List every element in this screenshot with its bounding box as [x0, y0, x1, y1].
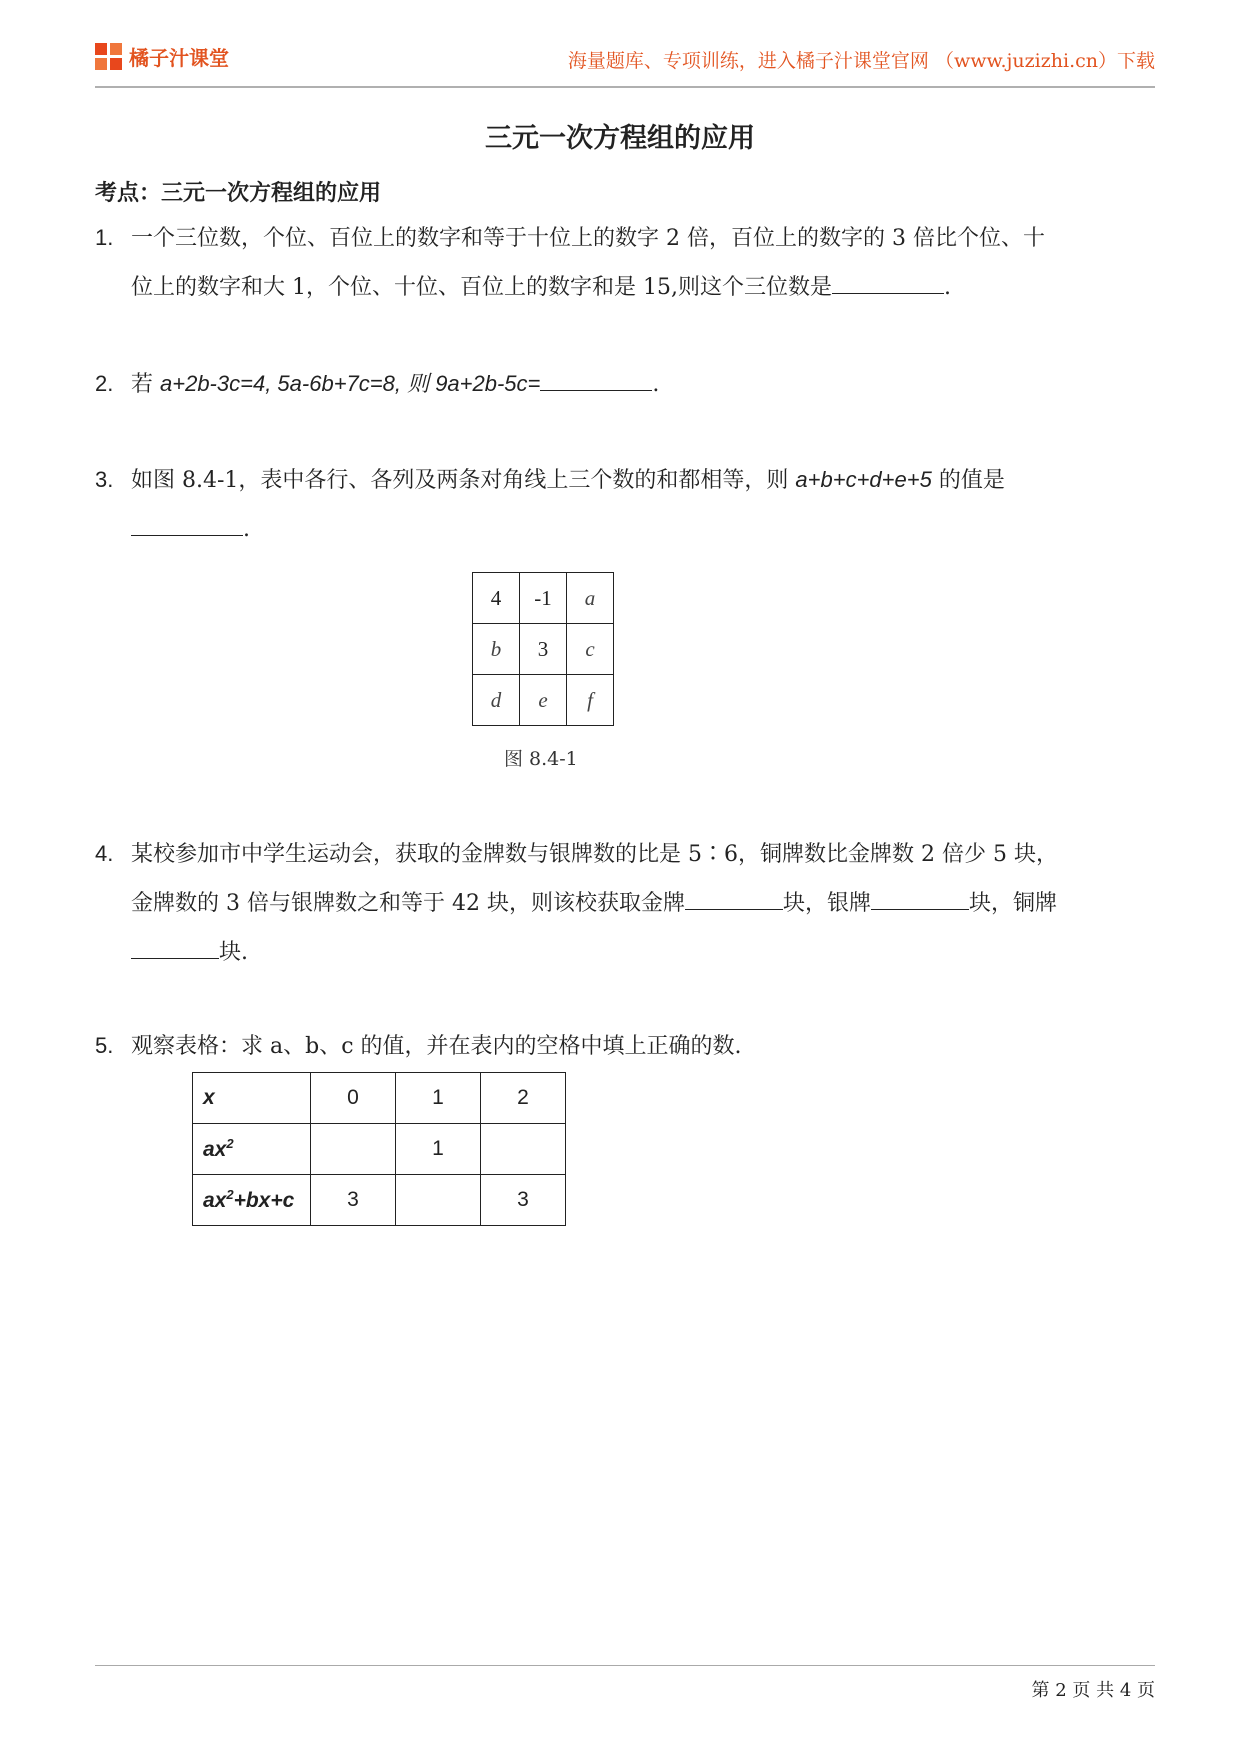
logo-icon: [95, 43, 123, 71]
question-number: 5.: [95, 1033, 114, 1058]
table-cell[interactable]: [311, 1124, 396, 1175]
table-cell: c: [567, 624, 614, 675]
table-cell: d: [473, 675, 520, 726]
answer-blank[interactable]: [540, 360, 652, 391]
question-expression: a+2b-3c=4, 5a-6b+7c=8, 则 9a+2b-5c=: [160, 371, 541, 396]
question-1: 1. 一个三位数，个位、百位上的数字和等于十位上的数字 2 倍，百位上的数字的 3 倍比个位、十 位上的数字和大 1，个位、十位、百位上的数字和是 15,则这个三位数是 .: [95, 214, 1155, 312]
question-number: 1.: [95, 225, 114, 250]
table-cell: 1: [396, 1073, 481, 1124]
footer-divider: [95, 1665, 1155, 1666]
table-cell: -1: [520, 573, 567, 624]
table-cell: 4: [473, 573, 520, 624]
values-table: [192, 1072, 566, 1226]
answer-blank-silver[interactable]: [871, 879, 969, 910]
table-cell: 1: [396, 1124, 481, 1175]
table-cell: 3: [481, 1175, 566, 1226]
table-cell: 2: [481, 1073, 566, 1124]
page-header: [95, 40, 1155, 88]
table-cell: b: [473, 624, 520, 675]
page-title: 三元一次方程组的应用: [485, 123, 755, 154]
answer-blank-gold[interactable]: [685, 879, 783, 910]
page-number: 第 2 页 共 4 页: [1031, 1680, 1155, 1701]
table-cell[interactable]: [396, 1175, 481, 1226]
question-number: 4.: [95, 841, 114, 866]
table-cell: 3: [520, 624, 567, 675]
figure-caption: 图 8.4-1: [504, 748, 578, 770]
table-row: [193, 1124, 566, 1175]
table-cell: e: [520, 675, 567, 726]
table-cell[interactable]: [481, 1124, 566, 1175]
table-cell: a: [567, 573, 614, 624]
row-label: $ax^2+bx+c$: [193, 1175, 311, 1226]
table-cell: 0: [311, 1073, 396, 1124]
logo: [95, 42, 229, 71]
question-2: 2. 若 a+2b-3c=4, 5a-6b+7c=8, 则 9a+2b-5c= .: [95, 360, 1155, 409]
table-cell: 3: [311, 1175, 396, 1226]
question-number: 2.: [95, 371, 114, 396]
topic-heading: 考点：三元一次方程组的应用: [95, 180, 382, 206]
row-label: x: [193, 1073, 311, 1124]
logo-text: 橘子汁课堂: [129, 46, 229, 70]
question-text: 一个三位数，个位、百位上的数字和等于十位上的数字 2 倍，百位上的数字的 3 倍比个位、十: [131, 226, 1045, 251]
answer-blank-bronze[interactable]: [131, 928, 219, 959]
question-3: 3. 如图 8.4-1，表中各行、各列及两条对角线上三个数的和都相等，则 a+b+c+d+e+5 的值是 .: [95, 456, 1155, 554]
question-text: 位上的数字和大 1，个位、十位、百位上的数字和是 15,则这个三位数是: [131, 275, 832, 300]
question-5: [95, 1022, 1155, 1071]
table-row: [193, 1073, 566, 1124]
question-4: 4. 某校参加市中学生运动会，获取的金牌数与银牌数的比是 5∶6，铜牌数比金牌数 2 倍少 5 块， 金牌数的 3 倍与银牌数之和等于 42 块，则该校获取金牌 块，银牌 块，铜牌 块.: [95, 830, 1155, 977]
table-row: [193, 1175, 566, 1226]
question-text: 观察表格：求 a、b、c 的值，并在表内的空格中填上正确的数.: [131, 1034, 742, 1059]
answer-blank[interactable]: [832, 263, 944, 294]
table-cell: f: [567, 675, 614, 726]
question-expression: a+b+c+d+e+5: [795, 467, 932, 492]
answer-blank[interactable]: [131, 505, 243, 536]
row-label: $ax^2$: [193, 1124, 311, 1175]
question-number: 3.: [95, 467, 114, 492]
magic-square-table: [472, 572, 614, 726]
header-slogan: 海量题库、专项训练，进入橘子汁课堂官网 （www.juzizhi.cn）下载: [567, 50, 1155, 72]
